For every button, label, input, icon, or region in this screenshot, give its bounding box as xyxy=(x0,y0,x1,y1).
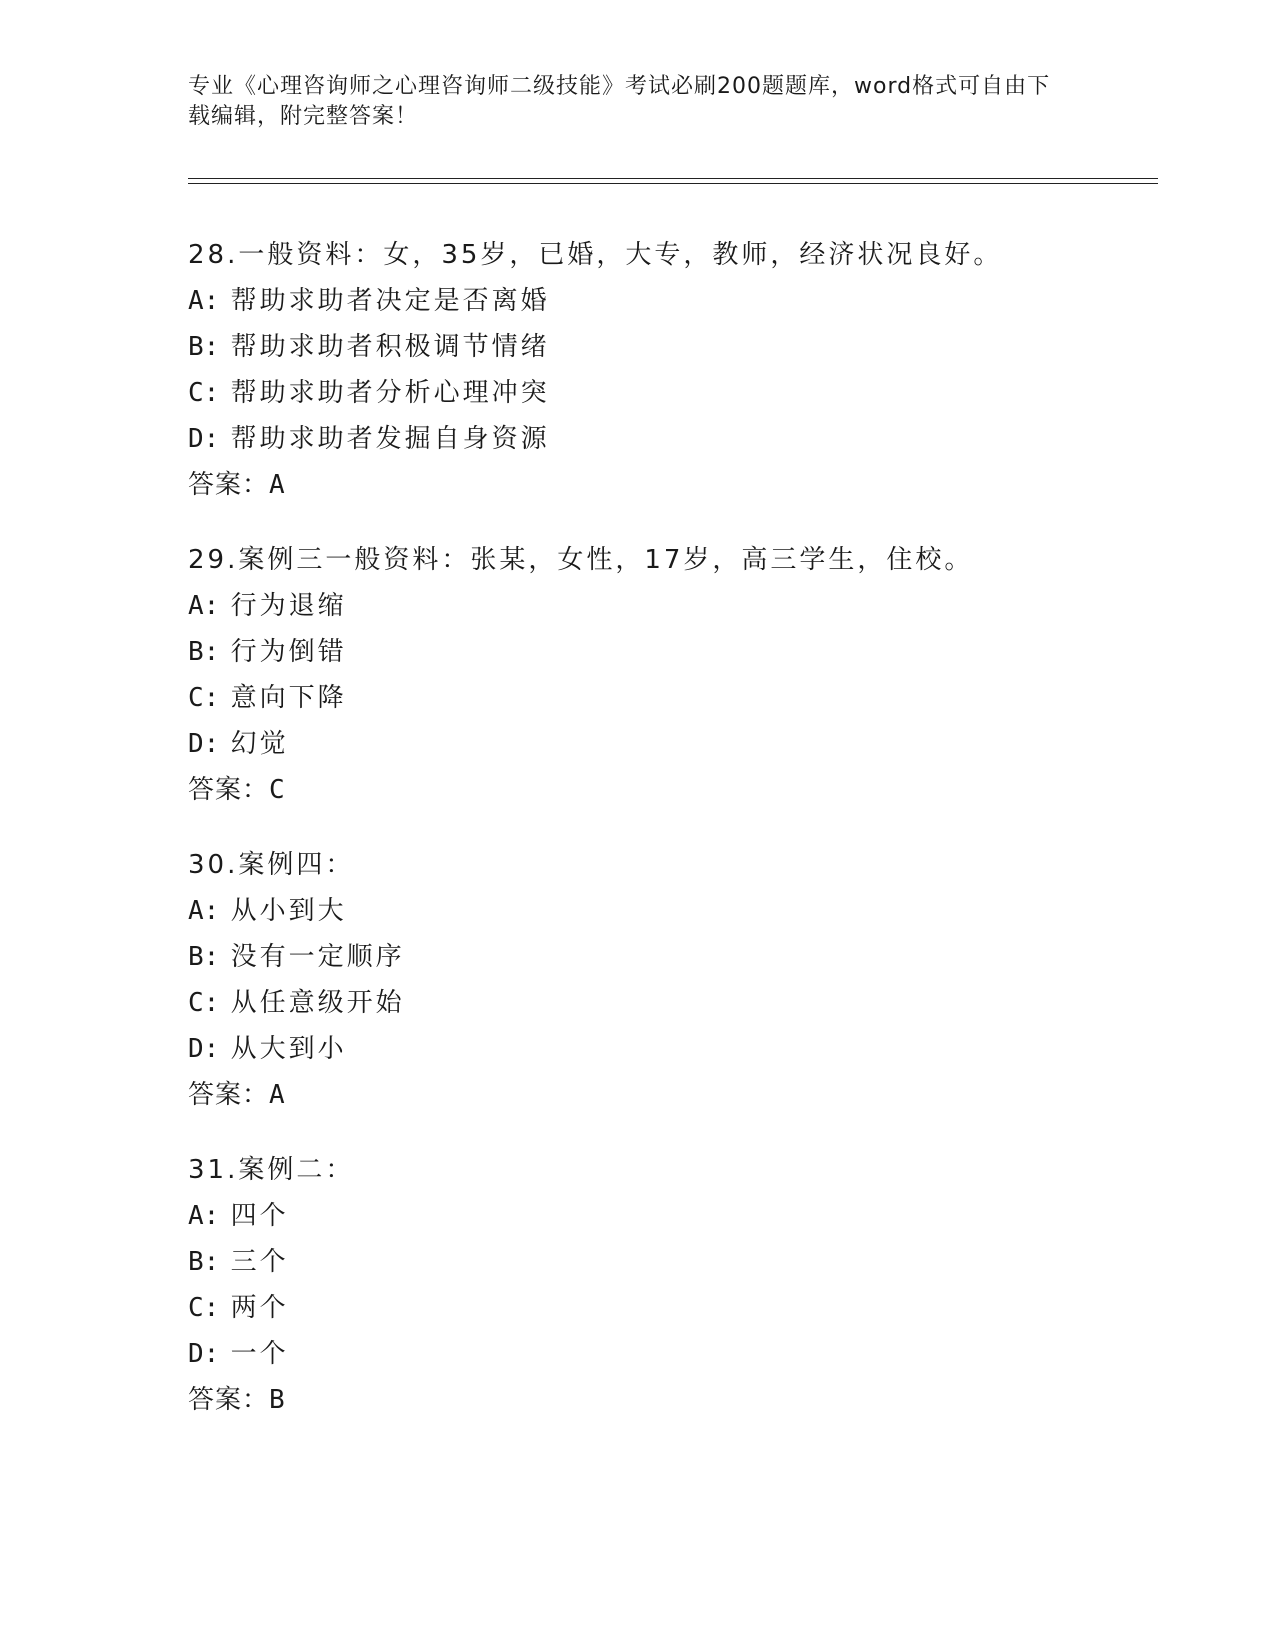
answer-value: B xyxy=(269,1385,286,1415)
option-label: C: xyxy=(188,1293,220,1323)
header-divider-bottom xyxy=(188,183,1158,184)
question-30 xyxy=(188,842,1148,1118)
question-28 xyxy=(188,232,1148,508)
answer-line xyxy=(188,462,1148,508)
option-label: D: xyxy=(188,424,220,454)
answer-line xyxy=(188,1072,1148,1118)
answer-label: 答案： xyxy=(188,470,270,500)
answer-label: 答案： xyxy=(188,1080,270,1110)
answer-line xyxy=(188,1377,1148,1423)
question-stem: 31.案例二： xyxy=(188,1155,355,1185)
option-text: 一个 xyxy=(230,1339,289,1369)
option-text: 三个 xyxy=(230,1247,289,1277)
option-label: A: xyxy=(188,591,220,621)
option-a xyxy=(188,888,1148,934)
option-text: 从大到小 xyxy=(230,1034,347,1064)
option-label: D: xyxy=(188,1339,220,1369)
option-label: B: xyxy=(188,332,220,362)
option-c xyxy=(188,980,1148,1026)
option-text: 两个 xyxy=(230,1293,289,1323)
option-label: D: xyxy=(188,729,220,759)
option-d xyxy=(188,1026,1148,1072)
option-a xyxy=(188,1193,1148,1239)
answer-value: A xyxy=(269,1080,286,1110)
option-label: C: xyxy=(188,378,220,408)
option-b xyxy=(188,324,1148,370)
option-label: C: xyxy=(188,683,220,713)
question-stem: 28.一般资料：女，35岁，已婚，大专，教师，经济状况良好。 xyxy=(188,240,1003,270)
option-text: 四个 xyxy=(230,1201,289,1231)
option-label: B: xyxy=(188,1247,220,1277)
option-label: B: xyxy=(188,637,220,667)
option-b xyxy=(188,934,1148,980)
option-b xyxy=(188,629,1148,675)
option-label: A: xyxy=(188,286,220,316)
question-stem: 29.案例三一般资料：张某，女性，17岁，高三学生，住校。 xyxy=(188,545,974,575)
answer-label: 答案： xyxy=(188,1385,270,1415)
option-text: 幻觉 xyxy=(230,729,289,759)
header-divider-top xyxy=(188,178,1158,179)
option-text: 帮助求助者决定是否离婚 xyxy=(230,286,550,316)
option-label: B: xyxy=(188,942,220,972)
option-label: D: xyxy=(188,1034,220,1064)
option-d xyxy=(188,416,1148,462)
option-label: A: xyxy=(188,896,220,926)
option-text: 行为倒错 xyxy=(230,637,347,667)
document-intro: 专业《心理咨询师之心理咨询师二级技能》考试必刷200题题库，word格式可自由下载编辑，附完整答案！ xyxy=(188,74,1051,129)
option-text: 帮助求助者分析心理冲突 xyxy=(230,378,550,408)
option-text: 从小到大 xyxy=(230,896,347,926)
option-text: 帮助求助者积极调节情绪 xyxy=(230,332,550,362)
option-text: 意向下降 xyxy=(230,683,347,713)
question-29 xyxy=(188,537,1148,813)
option-text: 从任意级开始 xyxy=(230,988,405,1018)
option-text: 帮助求助者发掘自身资源 xyxy=(230,424,550,454)
option-label: A: xyxy=(188,1201,220,1231)
option-label: C: xyxy=(188,988,220,1018)
option-text: 行为退缩 xyxy=(230,591,347,621)
option-d xyxy=(188,1331,1148,1377)
answer-line xyxy=(188,767,1148,813)
answer-value: A xyxy=(269,470,286,500)
answer-label: 答案： xyxy=(188,775,270,805)
option-a xyxy=(188,278,1148,324)
answer-value: C xyxy=(269,775,286,805)
option-text: 没有一定顺序 xyxy=(230,942,405,972)
option-a xyxy=(188,583,1148,629)
question-stem: 30.案例四： xyxy=(188,850,355,880)
question-31 xyxy=(188,1147,1148,1423)
option-c xyxy=(188,370,1148,416)
option-b xyxy=(188,1239,1148,1285)
option-c xyxy=(188,1285,1148,1331)
option-c xyxy=(188,675,1148,721)
option-d xyxy=(188,721,1148,767)
